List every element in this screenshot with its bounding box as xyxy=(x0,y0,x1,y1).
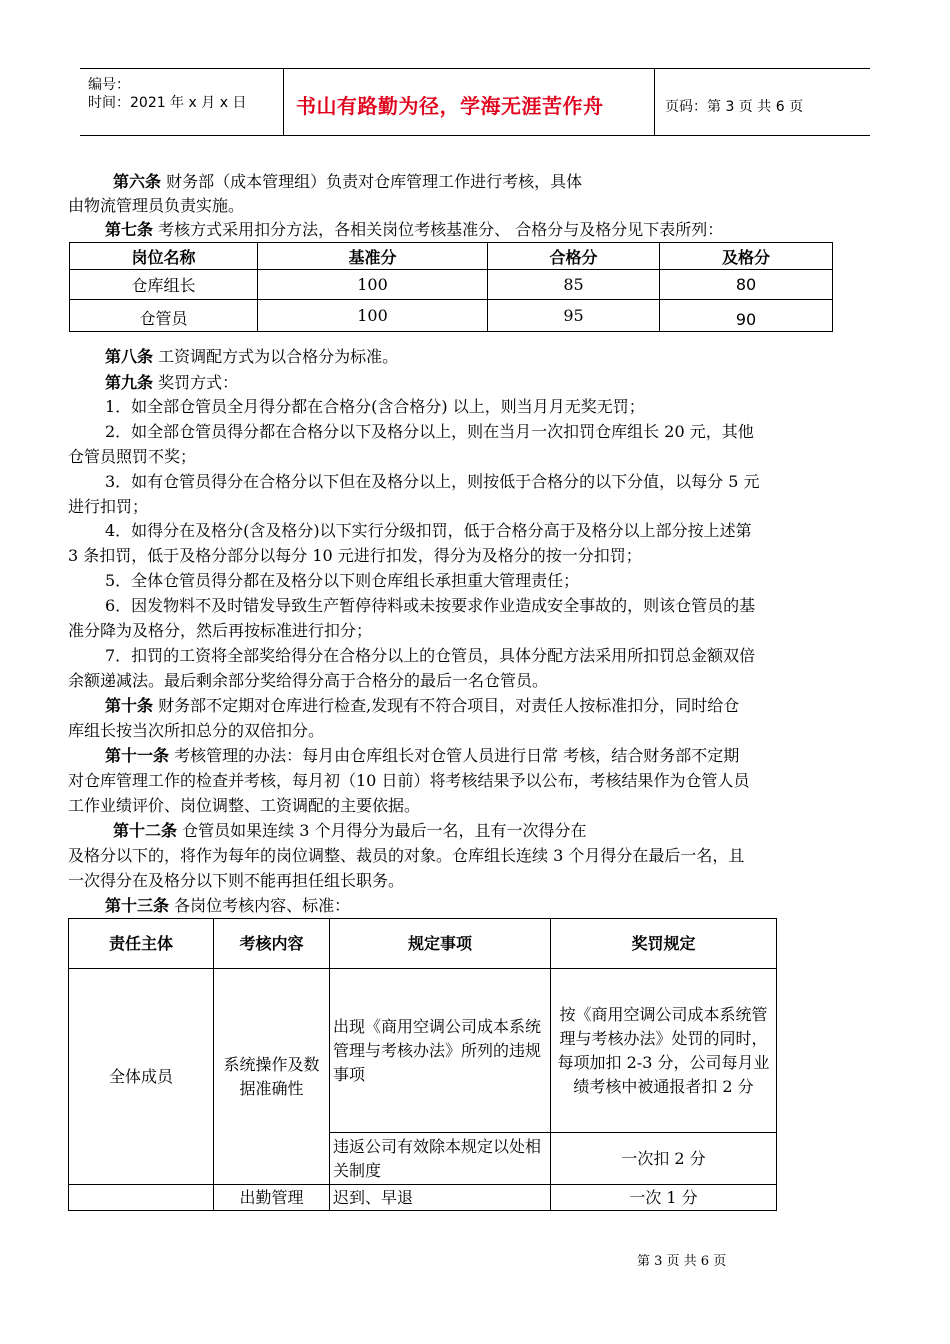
article-10-line-1 xyxy=(105,695,739,717)
score-cell-pass: 80 xyxy=(660,270,833,300)
assess-header-subject: 责任主体 xyxy=(69,919,214,969)
assess-item-violation: 出现《商用空调公司成本系统管理与考核办法》所列的违规事项 xyxy=(330,969,551,1133)
article-12-title: 第十二条 xyxy=(113,821,178,840)
assess-rule-other: 一次扣 2 分 xyxy=(551,1133,777,1185)
article-11-line-1 xyxy=(105,745,739,767)
table-row xyxy=(70,270,833,300)
assess-content-attendance: 出勤管理 xyxy=(214,1185,330,1211)
article-11-text: 考核管理的办法：每月由仓库组长对仓管人员进行日常 考核，结合财务部不定期 xyxy=(169,746,740,765)
rule-7-line-1: 7．扣罚的工资将全部奖给得分在合格分以上的仓管员，具体分配方法采用所扣罚总金额双倍 xyxy=(105,646,756,665)
score-cell-position: 仓库组长 xyxy=(70,270,258,300)
article-6-text: 财务部（成本管理组）负责对仓库管理工作进行考核，具体 xyxy=(161,172,583,191)
header-date-label: 时间：2021 年 x 月 x 日 xyxy=(88,95,247,111)
article-6-title: 第六条 xyxy=(113,172,162,191)
score-cell-position: 仓管员 xyxy=(70,300,258,332)
article-13-text: 各岗位考核内容、标准： xyxy=(169,896,351,915)
article-8-line-1 xyxy=(105,346,398,368)
assess-header-content: 考核内容 xyxy=(214,919,330,969)
article-8-title: 第八条 xyxy=(105,347,154,366)
score-table xyxy=(69,242,833,332)
rule-7-line-2: 余额递减法。最后剩余部分奖给得分高于合格分的最后一名仓管员。 xyxy=(68,671,549,690)
rule-4-line-1: 4．如得分在及格分(含及格分)以下实行分级扣罚，低于合格分高于及格分以上部分按上述第 xyxy=(105,521,752,540)
article-9-text: 奖罚方式： xyxy=(153,373,239,392)
article-10-line-2: 库组长按当次所扣总分的双倍扣分。 xyxy=(68,721,325,740)
rule-1: 1．如全部仓管员全月得分都在合格分(含合格分) 以上，则当月月无奖无罚； xyxy=(105,397,645,416)
article-12-line-3: 一次得分在及格分以下则不能再担任组长职务。 xyxy=(68,871,405,890)
assessment-header-row xyxy=(69,919,777,969)
rule-6-line-1: 6．因发物料不及时错发导致生产暂停待料或未按要求作业造成安全事故的，则该仓管员的基 xyxy=(105,596,756,615)
score-cell-base: 100 xyxy=(258,300,488,332)
header-top-rule xyxy=(80,68,870,69)
article-7-text: 考核方式采用扣分方法，各相关岗位考核基准分、 合格分与及格分见下表所列： xyxy=(153,220,724,239)
header-page-label: 页码：第 3 页 共 6 页 xyxy=(665,99,804,115)
score-header-position: 岗位名称 xyxy=(70,243,258,270)
article-6-line-1 xyxy=(113,171,582,193)
rule-2-line-1: 2．如全部仓管员得分都在合格分以下及格分以上，则在当月一次扣罚仓库组长 20 元，其他 xyxy=(105,422,754,441)
article-11-title: 第十一条 xyxy=(105,746,170,765)
article-13-title: 第十三条 xyxy=(105,896,170,915)
header-motto: 书山有路勤为径，学海无涯苦作舟 xyxy=(296,94,604,118)
table-row xyxy=(69,969,777,1133)
article-7-line-1 xyxy=(105,219,723,241)
header-bottom-rule xyxy=(80,135,870,136)
article-9-line-1 xyxy=(105,372,238,394)
article-12-text: 仓管员如果连续 3 个月得分为最后一名，且有一次得分在 xyxy=(177,821,587,840)
rule-6-line-2: 准分降为及格分，然后再按标准进行扣分； xyxy=(68,621,373,640)
rule-4-line-2: 3 条扣罚，低于及格分部分以每分 10 元进行扣发，得分为及格分的按一分扣罚； xyxy=(68,546,642,565)
assess-header-item: 规定事项 xyxy=(330,919,551,969)
header-number-label: 编号： xyxy=(88,77,130,93)
assess-rule-late: 一次 1 分 xyxy=(551,1185,777,1211)
assess-header-rule: 奖罚规定 xyxy=(551,919,777,969)
header-divider-right xyxy=(654,68,655,135)
article-7-title: 第七条 xyxy=(105,220,154,239)
article-6-line-2: 由物流管理员负责实施。 xyxy=(68,196,245,215)
assess-rule-violation: 按《商用空调公司成本系统管理与考核办法》处罚的同时，每项加扣 2-3 分，公司每月业绩考核中被通报者扣 2 分 xyxy=(551,969,777,1133)
article-10-title: 第十条 xyxy=(105,696,154,715)
score-cell-qualified: 95 xyxy=(488,300,660,332)
score-cell-pass: 90 xyxy=(660,300,833,332)
rule-3-line-2: 进行扣罚； xyxy=(68,497,149,516)
assessment-table xyxy=(68,918,777,1211)
score-cell-base: 100 xyxy=(258,270,488,300)
article-11-line-2: 对仓库管理工作的检查并考核，每月初（10 日前）将考核结果予以公布，考核结果作为仓管人员 xyxy=(68,771,750,790)
table-row xyxy=(69,1185,777,1211)
rule-3-line-1: 3．如有仓管员得分在合格分以下但在及格分以上，则按低于合格分的以下分值，以每分 5 元 xyxy=(105,472,760,491)
table-row xyxy=(70,300,833,332)
assess-content-system: 系统操作及数据准确性 xyxy=(214,969,330,1185)
rule-5: 5．全体仓管员得分都在及格分以下则仓库组长承担重大管理责任； xyxy=(105,571,580,590)
assess-item-other: 违返公司有效除本规定以处相关制度 xyxy=(330,1133,551,1185)
article-10-text: 财务部不定期对仓库进行检查,发现有不符合项目，对责任人按标准扣分，同时给仓 xyxy=(153,696,740,715)
assess-subject: 全体成员 xyxy=(69,969,214,1185)
score-header-base: 基准分 xyxy=(258,243,488,270)
article-12-line-2: 及格分以下的，将作为每年的岗位调整、裁员的对象。仓库组长连续 3 个月得分在最后一名，且 xyxy=(68,846,745,865)
score-header-pass: 及格分 xyxy=(660,243,833,270)
footer-page-number: 第 3 页 共 6 页 xyxy=(637,1254,727,1269)
score-header-qualified: 合格分 xyxy=(488,243,660,270)
article-9-title: 第九条 xyxy=(105,373,154,392)
rule-2-line-2: 仓管员照罚不奖； xyxy=(68,447,197,466)
article-13-line-1 xyxy=(105,895,350,917)
article-12-line-1 xyxy=(113,820,586,842)
article-8-text: 工资调配方式为以合格分为标准。 xyxy=(153,347,399,366)
score-cell-qualified: 85 xyxy=(488,270,660,300)
header-divider-left xyxy=(283,68,284,135)
score-table-header-row xyxy=(70,243,833,270)
assess-item-late: 迟到、早退 xyxy=(330,1185,551,1211)
assess-subject-empty xyxy=(69,1185,214,1211)
article-11-line-3: 工作业绩评价、岗位调整、工资调配的主要依据。 xyxy=(68,796,421,815)
